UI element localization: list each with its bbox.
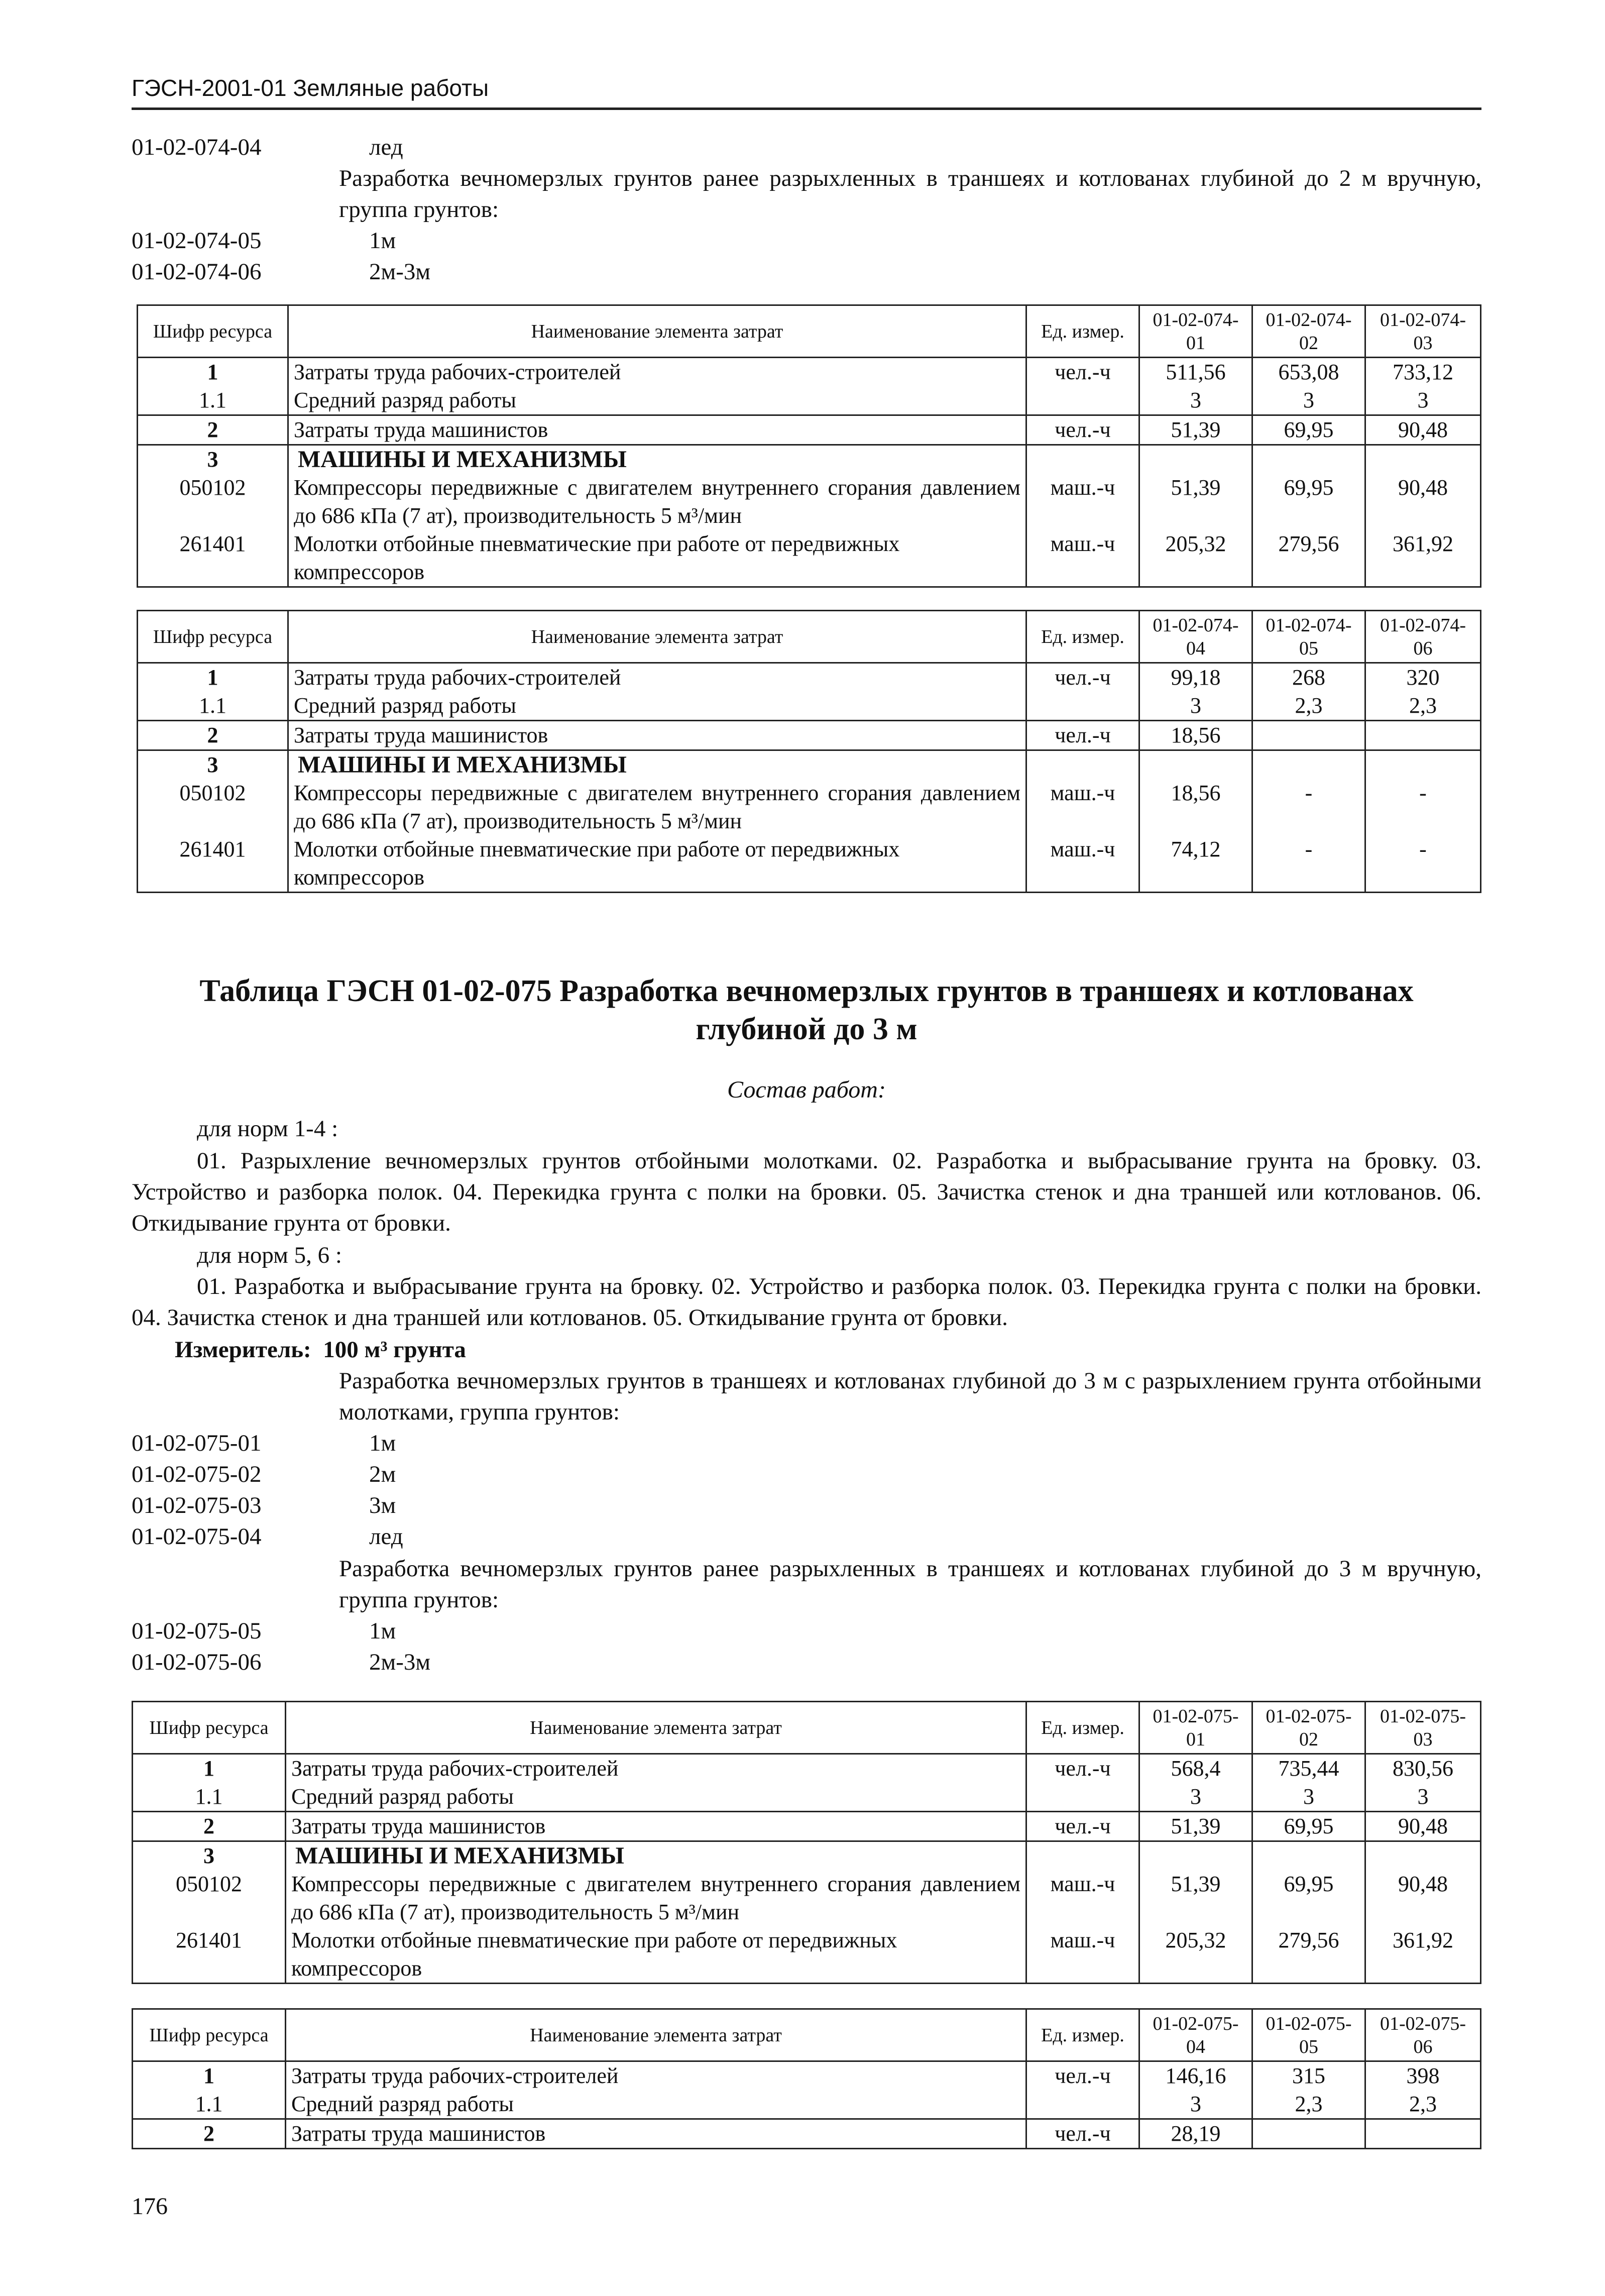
cell-code: 261401 [133, 1926, 286, 1984]
cell-unit [1026, 386, 1139, 415]
header-unit: Ед. измер. [1026, 611, 1139, 663]
cell-code: 1.1 [138, 386, 288, 415]
table-row [138, 530, 1481, 587]
norm-code: 01-02-074-06 [132, 259, 262, 285]
cell-value: 90,48 [1365, 415, 1481, 445]
cell-code: 2 [138, 415, 288, 445]
table-row [133, 1841, 1481, 1871]
cell-unit: маш.-ч [1026, 1870, 1139, 1926]
table-row [138, 474, 1481, 530]
table-row [138, 750, 1481, 780]
header-cost-element: Наименование элемента затрат [288, 611, 1026, 663]
cell-name: Компрессоры передвижные с двигателем внутреннего сгорания давлением до 686 кПа (7 ат), производительность 5 м³/мин [288, 474, 1026, 530]
resource-table [137, 610, 1481, 893]
cell-value: - [1252, 779, 1365, 835]
composition-title: Состав работ: [727, 1076, 886, 1103]
resource-table [132, 2008, 1481, 2149]
cell-value: 3 [1252, 1783, 1365, 1812]
cell-unit: чел.-ч [1026, 415, 1139, 445]
cell-value: 361,92 [1365, 530, 1481, 587]
cell-value: 279,56 [1252, 530, 1365, 587]
cell-value: - [1365, 779, 1481, 835]
cell-unit: чел.-ч [1026, 2119, 1139, 2149]
cell-value: 69,95 [1252, 415, 1365, 445]
cell-value: 51,39 [1139, 415, 1252, 445]
cell-value: 51,39 [1139, 1812, 1252, 1841]
cell-name: Средний разряд работы [288, 692, 1026, 721]
header-norm-code: 01-02-074-06 [1365, 611, 1481, 663]
table-row [138, 663, 1481, 692]
cell-name: Средний разряд работы [288, 386, 1026, 415]
measure-label [175, 1334, 466, 1365]
cell-name: Затраты труда рабочих-строителей [286, 2061, 1026, 2091]
norm-label: 1м [369, 1430, 396, 1456]
table-row [138, 721, 1481, 750]
section-title: Таблица ГЭСН 01-02-075 Разработка вечномерзлых грунтов в траншеях и котлованах глубиной до 3 м [199, 974, 1414, 1046]
cell-name: Затраты труда машинистов [288, 415, 1026, 445]
norm-code: 01-02-075-02 [132, 1461, 262, 1487]
cell-value: 3 [1365, 386, 1481, 415]
cell-code: 1 [133, 1754, 286, 1783]
cell-unit [1026, 2090, 1139, 2119]
cell-value: 830,56 [1365, 1754, 1481, 1783]
table-row [133, 1754, 1481, 1783]
cell-value: - [1252, 835, 1365, 893]
cell-name: Затраты труда рабочих-строителей [286, 1754, 1026, 1783]
cell-code: 3 [138, 750, 288, 780]
cell-name: Затраты труда рабочих-строителей [288, 358, 1026, 387]
header-resource-code: Шифр ресурса [133, 1702, 286, 1754]
cell-unit [1026, 692, 1139, 721]
cell-value: 735,44 [1252, 1754, 1365, 1783]
cell-code: 1.1 [138, 692, 288, 721]
page-number: 176 [132, 2193, 168, 2220]
header-unit: Ед. измер. [1026, 305, 1139, 358]
cell-value: 51,39 [1139, 474, 1252, 530]
norm-label: 1м [369, 228, 396, 254]
cell-value: 320 [1365, 663, 1481, 692]
header-norm-code: 01-02-074-02 [1252, 305, 1365, 358]
header-norm-code: 01-02-075-03 [1365, 1702, 1481, 1754]
cell-code: 050102 [138, 779, 288, 835]
norm-code: 01-02-075-01 [132, 1430, 262, 1456]
norm-label: 1м [369, 1618, 396, 1644]
table-row [138, 386, 1481, 415]
cell-value: 3 [1252, 386, 1365, 415]
norms-5-6-text: 01. Разработка и выбрасывание грунта на бровку. 02. Устройство и разборка полок. 03. Перекидка грунта с полки на бровки. 04. Зачистка стенок и дна траншей или котлованов. 05. Откидывание грунта от бровки. [132, 1273, 1481, 1331]
cell-code: 261401 [138, 530, 288, 587]
cell-code: 2 [133, 2119, 286, 2149]
header-resource-code: Шифр ресурса [138, 611, 288, 663]
table-row [133, 1812, 1481, 1841]
cell-unit: маш.-ч [1026, 530, 1139, 587]
norms-1-4-text: 01. Разрыхление вечномерзлых грунтов отбойными молотками. 02. Разработка и выбрасывание грунта на бровку. 03. Устройство и разборка полок. 04. Перекидка грунта с полки на бровки. 05. Зачистка стенок и дна траншей или котлованов. 06. Откидывание грунта от бровки. [132, 1148, 1481, 1236]
cell-value: 69,95 [1252, 1812, 1365, 1841]
measure-value: 100 м³ грунта [323, 1337, 466, 1363]
header-norm-code: 01-02-075-01 [1139, 1702, 1252, 1754]
table-row [133, 2061, 1481, 2091]
cell-value: 733,12 [1365, 358, 1481, 387]
cell-value: 361,92 [1365, 1926, 1481, 1984]
cell-unit: чел.-ч [1026, 1754, 1139, 1783]
cell-unit: чел.-ч [1026, 2061, 1139, 2091]
cell-name: Затраты труда машинистов [286, 2119, 1026, 2149]
cell-name: Средний разряд работы [286, 1783, 1026, 1812]
header-norm-code: 01-02-075-04 [1139, 2009, 1252, 2061]
cell-value: 146,16 [1139, 2061, 1252, 2091]
cell-value: 268 [1252, 663, 1365, 692]
cell-unit: маш.-ч [1026, 835, 1139, 893]
running-header [132, 70, 1481, 110]
cell-value: 90,48 [1365, 1870, 1481, 1926]
header-title: ГЭСН-2001-01 Земляные работы [132, 75, 489, 101]
cell-code: 050102 [138, 474, 288, 530]
header-norm-code: 01-02-075-02 [1252, 1702, 1365, 1754]
cell-code: 261401 [138, 835, 288, 893]
table-row [138, 415, 1481, 445]
cell-value [1252, 721, 1365, 750]
table-row [138, 358, 1481, 387]
cell-name: Затраты труда машинистов [288, 721, 1026, 750]
header-norm-code: 01-02-074-03 [1365, 305, 1481, 358]
resource-table [137, 304, 1481, 588]
cell-value: 28,19 [1139, 2119, 1252, 2149]
cell-value: 398 [1365, 2061, 1481, 2091]
norm-code: 01-02-075-04 [132, 1523, 262, 1550]
cell-value: 2,3 [1252, 2090, 1365, 2119]
cell-unit: маш.-ч [1026, 1926, 1139, 1984]
cell-value: 205,32 [1139, 530, 1252, 587]
cell-code: 1.1 [133, 2090, 286, 2119]
cell-value: 18,56 [1139, 721, 1252, 750]
cell-value: 568,4 [1139, 1754, 1252, 1783]
cell-value: 653,08 [1252, 358, 1365, 387]
norms-1-4-label: для норм 1-4 : [197, 1116, 338, 1142]
cell-value: 3 [1139, 1783, 1252, 1812]
cell-code: 2 [133, 1812, 286, 1841]
header-norm-code: 01-02-075-06 [1365, 2009, 1481, 2061]
norms-5-6-label: для норм 5, 6 : [197, 1242, 342, 1268]
cell-value: 99,18 [1139, 663, 1252, 692]
cell-value: 69,95 [1252, 1870, 1365, 1926]
norm-code: 01-02-074-04 [132, 134, 262, 160]
norm-label: лед [369, 1523, 403, 1550]
cell-value: 3 [1365, 1783, 1481, 1812]
header-cost-element: Наименование элемента затрат [286, 2009, 1026, 2061]
cell-value: 279,56 [1252, 1926, 1365, 1984]
cell-value [1365, 721, 1481, 750]
table-row [133, 2090, 1481, 2119]
cell-name: Средний разряд работы [286, 2090, 1026, 2119]
resource-table [132, 1701, 1481, 1984]
norm-code: 01-02-074-05 [132, 228, 262, 254]
cell-value: 18,56 [1139, 779, 1252, 835]
norm-label: 2м-3м [369, 259, 431, 285]
norm-group-description: Разработка вечномерзлых грунтов ранее разрыхленных в траншеях и котлованах глубиной до 3 м вручную, группа грунтов: [339, 1556, 1481, 1613]
header-cost-element: Наименование элемента затрат [288, 305, 1026, 358]
cell-code: 1.1 [133, 1783, 286, 1812]
norm-label: 3м [369, 1492, 396, 1518]
norm-code: 01-02-075-03 [132, 1492, 262, 1518]
table-row [138, 692, 1481, 721]
header-norm-code: 01-02-075-05 [1252, 2009, 1365, 2061]
cell-code: 1 [138, 358, 288, 387]
cell-unit: чел.-ч [1026, 1812, 1139, 1841]
header-cost-element: Наименование элемента затрат [286, 1702, 1026, 1754]
norm-code: 01-02-075-06 [132, 1649, 262, 1675]
header-unit: Ед. измер. [1026, 2009, 1139, 2061]
cell-value: 90,48 [1365, 474, 1481, 530]
norm-label: лед [369, 134, 403, 160]
cell-unit: маш.-ч [1026, 779, 1139, 835]
cell-value: 3 [1139, 386, 1252, 415]
cell-value: 2,3 [1252, 692, 1365, 721]
table-row [133, 1870, 1481, 1926]
cell-unit [1026, 1783, 1139, 1812]
header-norm-code: 01-02-074-04 [1139, 611, 1252, 663]
cell-name: Молотки отбойные пневматические при работе от передвижных компрессоров [288, 530, 1026, 587]
cell-name: Затраты труда рабочих-строителей [288, 663, 1026, 692]
cell-value: 2,3 [1365, 2090, 1481, 2119]
norm-group-description: Разработка вечномерзлых грунтов ранее разрыхленных в траншеях и котлованах глубиной до 2 м вручную, группа грунтов: [339, 165, 1481, 223]
norm-label: 2м [369, 1461, 396, 1487]
cell-name: Компрессоры передвижные с двигателем внутреннего сгорания давлением до 686 кПа (7 ат), производительность 5 м³/мин [288, 779, 1026, 835]
table-row [133, 1783, 1481, 1812]
cell-value: 3 [1139, 692, 1252, 721]
cell-section-title: МАШИНЫ И МЕХАНИЗМЫ [286, 1841, 1026, 1871]
cell-section-title: МАШИНЫ И МЕХАНИЗМЫ [288, 445, 1026, 474]
cell-value: - [1365, 835, 1481, 893]
cell-value [1252, 2119, 1365, 2149]
cell-unit: чел.-ч [1026, 358, 1139, 387]
header-resource-code: Шифр ресурса [133, 2009, 286, 2061]
cell-value: 90,48 [1365, 1812, 1481, 1841]
cell-name: Молотки отбойные пневматические при работе от передвижных компрессоров [288, 835, 1026, 893]
cell-name: Компрессоры передвижные с двигателем внутреннего сгорания давлением до 686 кПа (7 ат), производительность 5 м³/мин [286, 1870, 1026, 1926]
cell-value: 2,3 [1365, 692, 1481, 721]
header-resource-code: Шифр ресурса [138, 305, 288, 358]
cell-value: 315 [1252, 2061, 1365, 2091]
cell-value: 205,32 [1139, 1926, 1252, 1984]
cell-value: 74,12 [1139, 835, 1252, 893]
cell-value: 3 [1139, 2090, 1252, 2119]
cell-value: 511,56 [1139, 358, 1252, 387]
cell-code: 1 [138, 663, 288, 692]
cell-unit: чел.-ч [1026, 721, 1139, 750]
cell-code: 3 [138, 445, 288, 474]
table-row [133, 1926, 1481, 1984]
cell-value: 69,95 [1252, 474, 1365, 530]
cell-code: 2 [138, 721, 288, 750]
table-row [133, 2119, 1481, 2149]
header-norm-code: 01-02-074-05 [1252, 611, 1365, 663]
cell-name: Молотки отбойные пневматические при работе от передвижных компрессоров [286, 1926, 1026, 1984]
cell-value: 51,39 [1139, 1870, 1252, 1926]
cell-code: 050102 [133, 1870, 286, 1926]
cell-unit: чел.-ч [1026, 663, 1139, 692]
cell-name: Затраты труда машинистов [286, 1812, 1026, 1841]
measure-label-text: Измеритель: [175, 1337, 311, 1363]
norm-label: 2м-3м [369, 1649, 431, 1675]
norm-group-description: Разработка вечномерзлых грунтов в траншеях и котлованах глубиной до 3 м с разрыхлением грунта отбойными молотками, группа грунтов: [339, 1368, 1481, 1425]
cell-unit: маш.-ч [1026, 474, 1139, 530]
header-norm-code: 01-02-074-01 [1139, 305, 1252, 358]
norm-code: 01-02-075-05 [132, 1618, 262, 1644]
cell-value [1365, 2119, 1481, 2149]
table-row [138, 835, 1481, 893]
cell-code: 1 [133, 2061, 286, 2091]
table-row [138, 445, 1481, 474]
cell-section-title: МАШИНЫ И МЕХАНИЗМЫ [288, 750, 1026, 780]
cell-code: 3 [133, 1841, 286, 1871]
header-unit: Ед. измер. [1026, 1702, 1139, 1754]
table-row [138, 779, 1481, 835]
